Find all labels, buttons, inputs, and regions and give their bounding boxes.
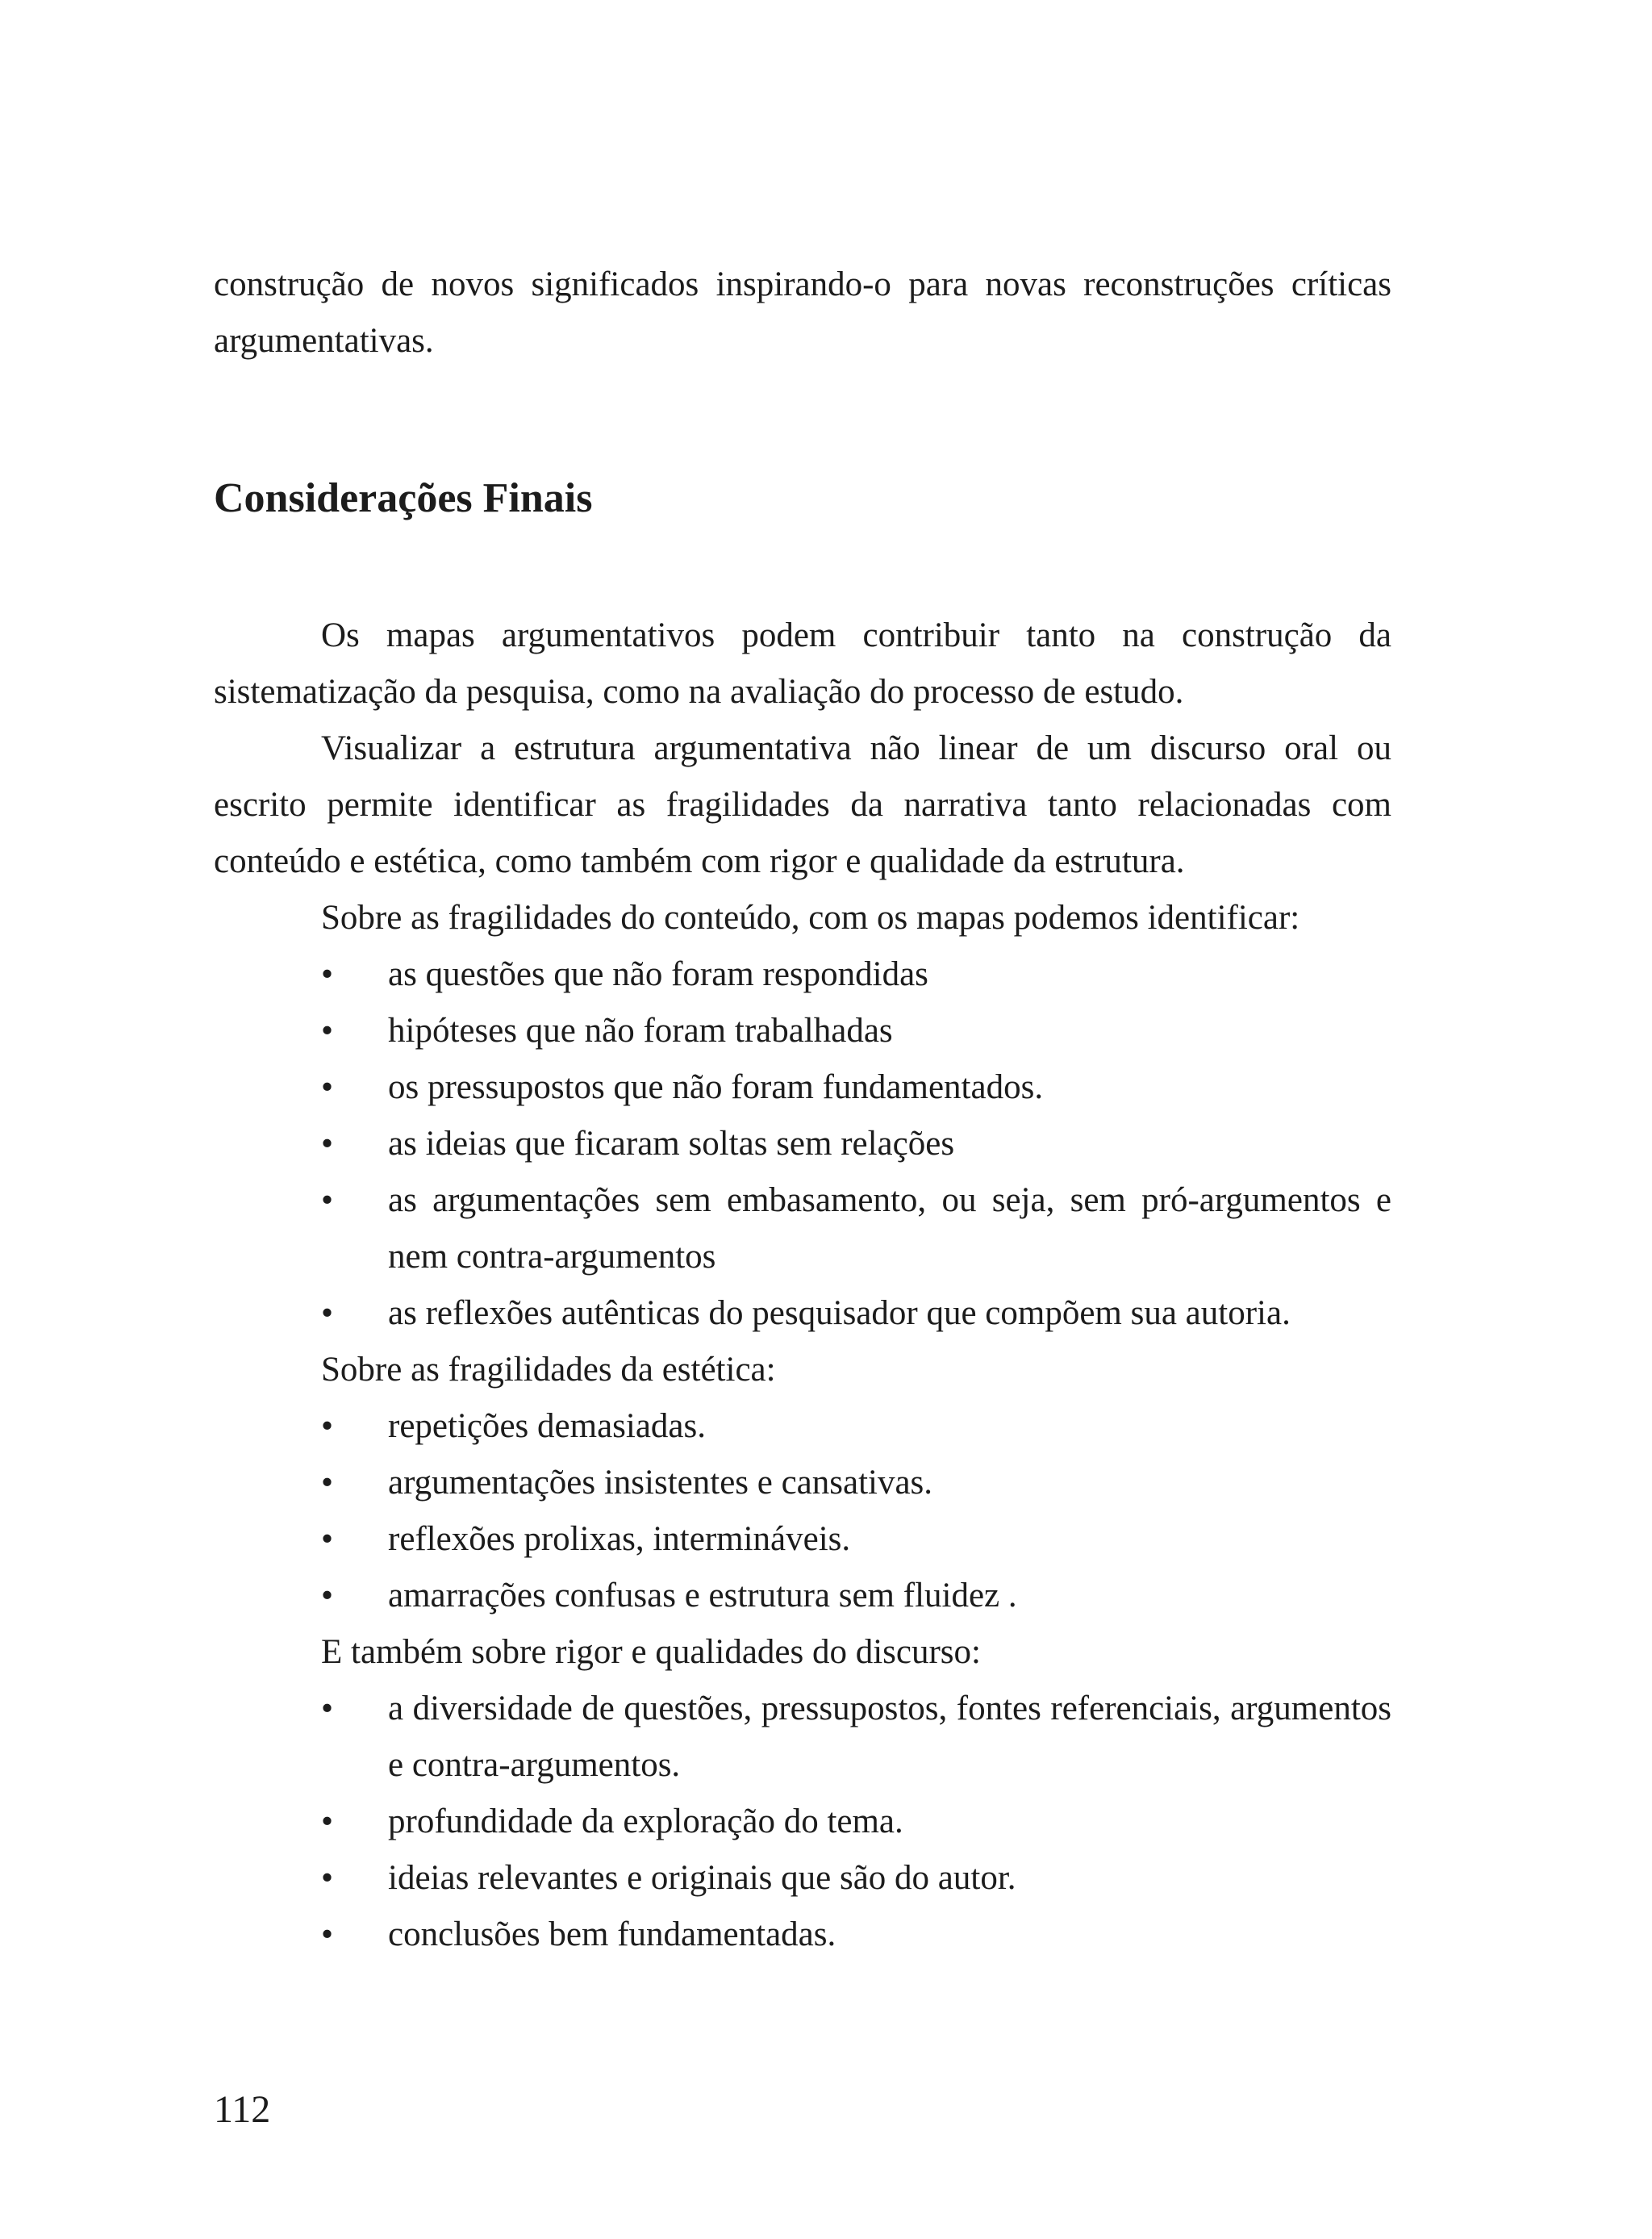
- bullet-icon: •: [321, 1802, 334, 1840]
- list-item: [214, 1285, 1391, 1342]
- list-rigor-quality: [214, 1681, 1391, 1963]
- list-item: [214, 946, 1391, 1003]
- list-content-weaknesses: [214, 946, 1391, 1342]
- bullet-icon: •: [321, 1690, 334, 1727]
- list-item: [214, 1003, 1391, 1059]
- lead-content-weaknesses: Sobre as fragilidades do conteúdo, com os mapas podemos identificar:: [321, 899, 1300, 937]
- list-item-text: profundidade da exploração do tema.: [388, 1802, 903, 1840]
- bullet-icon: •: [321, 1915, 334, 1953]
- lead-aesthetic-weaknesses: Sobre as fragilidades da estética:: [321, 1351, 776, 1389]
- bullet-icon: •: [321, 1577, 334, 1615]
- list-item-text: as questões que não foram respondidas: [388, 955, 928, 993]
- list-item-text: as ideias que ficaram soltas sem relações: [388, 1125, 955, 1163]
- bullet-icon: •: [321, 1012, 334, 1050]
- list-item: [214, 1116, 1391, 1172]
- list-item-text: amarrações confusas e estrutura sem fluidez .: [388, 1577, 1017, 1615]
- list-item: [214, 1059, 1391, 1116]
- section-heading: Considerações Finais: [214, 475, 593, 521]
- bullet-icon: •: [321, 1181, 334, 1219]
- list-item: [214, 1907, 1391, 1963]
- bullet-icon: •: [321, 955, 334, 993]
- list-item-text: os pressupostos que não foram fundamentados.: [388, 1068, 1044, 1106]
- list-item: [214, 1511, 1391, 1568]
- list-item: [214, 1172, 1391, 1285]
- bullet-icon: •: [321, 1125, 334, 1163]
- list-item: [214, 1794, 1391, 1850]
- page-number: 112: [214, 2088, 271, 2131]
- list-item: [214, 1681, 1391, 1794]
- paragraph-2: Visualizar a estrutura argumentativa não linear de um discurso oral ou escrito permite identificar as fragilidades da narrativa tanto relacionadas com conteúdo e estética, como também com rigor e qualidade da estrutura.: [214, 729, 1391, 880]
- bullet-icon: •: [321, 1464, 334, 1502]
- bullet-icon: •: [321, 1294, 334, 1332]
- bullet-icon: •: [321, 1407, 334, 1445]
- list-item-text: conclusões bem fundamentadas.: [388, 1915, 836, 1953]
- bullet-icon: •: [321, 1520, 334, 1558]
- list-aesthetic-weaknesses: [214, 1398, 1391, 1624]
- bullet-icon: •: [321, 1068, 334, 1106]
- bullet-icon: •: [321, 1859, 334, 1897]
- paragraph-1: Os mapas argumentativos podem contribuir tanto na construção da sistematização da pesquisa, como na avaliação do processo de estudo.: [214, 616, 1391, 711]
- list-item-text: reflexões prolixas, intermináveis.: [388, 1520, 851, 1558]
- list-item-text: as reflexões autênticas do pesquisador que compõem sua autoria.: [388, 1294, 1291, 1332]
- list-item: [214, 1568, 1391, 1624]
- list-item: [214, 1850, 1391, 1907]
- list-item-text: hipóteses que não foram trabalhadas: [388, 1012, 893, 1050]
- page-body: [214, 257, 1391, 1963]
- list-item-text: ideias relevantes e originais que são do autor.: [388, 1859, 1016, 1897]
- continuation-paragraph: construção de novos significados inspirando-o para novas reconstruções críticas argumentativas.: [214, 265, 1391, 360]
- lead-rigor-quality: E também sobre rigor e qualidades do discurso:: [321, 1633, 981, 1671]
- list-item-text: as argumentações sem embasamento, ou seja, sem pró-argumentos e nem contra-argumentos: [388, 1181, 1391, 1276]
- list-item: [214, 1455, 1391, 1511]
- list-item-text: repetições demasiadas.: [388, 1407, 706, 1445]
- list-item: [214, 1398, 1391, 1455]
- list-item-text: a diversidade de questões, pressupostos, fontes referenciais, argumentos e contra-argumentos.: [388, 1690, 1391, 1784]
- list-item-text: argumentações insistentes e cansativas.: [388, 1464, 933, 1502]
